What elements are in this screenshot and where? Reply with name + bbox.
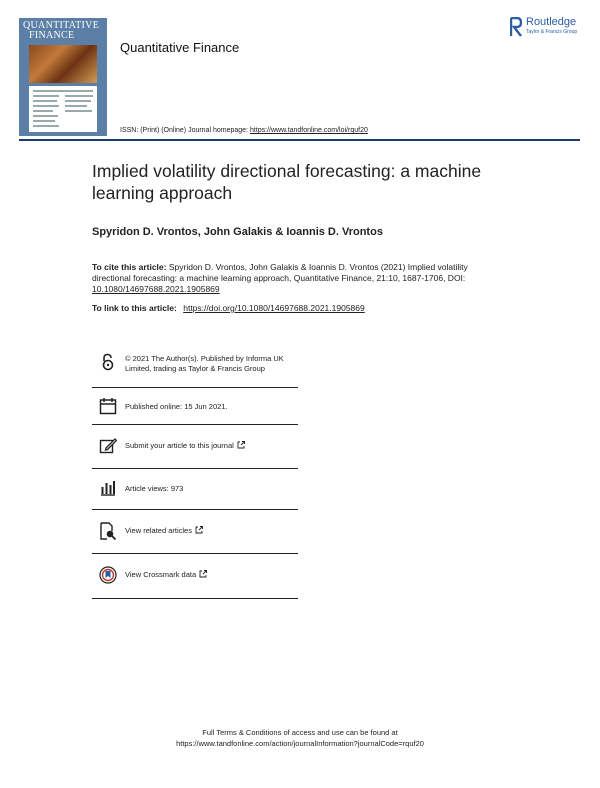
citation-block	[92, 262, 472, 295]
journal-cover-image	[19, 18, 107, 136]
link-label: To link to this article:	[92, 303, 177, 313]
submit-article-link[interactable]	[125, 441, 245, 451]
crossmark-link[interactable]	[125, 570, 207, 580]
related-articles-link[interactable]	[125, 526, 203, 536]
article-title: Implied volatility directional forecasting: a machine learning approach	[92, 161, 482, 203]
cite-label: To cite this article:	[92, 262, 167, 272]
related-articles-item[interactable]	[92, 510, 298, 554]
cover-title	[23, 21, 103, 41]
cover-title-line1: QUANTITATIVE	[23, 20, 100, 31]
crossmark-label[interactable]: View Crossmark data	[125, 570, 197, 579]
crossmark-icon	[99, 566, 117, 584]
terms-url[interactable]: https://www.tandfonline.com/action/journalInformation?journalCode=rquf20	[176, 739, 424, 748]
submit-article-label[interactable]: Submit your article to this journal	[125, 441, 234, 450]
journal-name: Quantitative Finance	[120, 40, 240, 55]
cite-text: Spyridon D. Vrontos, John Galakis & Ioannis D. Vrontos (2021) Implied volatility directional forecasting: a machine learning approach, Quantitative Finance, 21:10, 1687-1706, DOI:	[92, 262, 468, 283]
cover-artwork	[29, 45, 97, 83]
issn-label: ISSN: (Print) (Online) Journal homepage:	[120, 127, 248, 134]
cover-contents-panel	[29, 86, 97, 132]
open-access-text: © 2021 The Author(s). Published by Informa UK Limited, trading as Taylor & Francis Group	[125, 354, 284, 373]
open-access-lock-icon	[99, 353, 117, 371]
routledge-r-icon	[510, 17, 522, 37]
cite-doi-link[interactable]: 10.1080/14697688.2021.1905869	[92, 284, 220, 294]
journal-homepage-link[interactable]: https://www.tandfonline.com/loi/rquf20	[249, 127, 368, 134]
article-meta-list	[92, 342, 298, 599]
article-link-line	[92, 303, 365, 313]
edit-pencil-icon	[99, 437, 117, 455]
related-articles-label[interactable]: View related articles	[125, 526, 192, 535]
issn-line	[120, 127, 368, 134]
cover-title-line2: FINANCE	[29, 30, 75, 41]
article-authors: Spyridon D. Vrontos, John Galakis & Ioannis D. Vrontos	[92, 226, 383, 238]
published-date: Published online: 15 Jun 2021.	[125, 402, 228, 411]
external-link-icon	[199, 570, 207, 578]
published-item	[92, 388, 298, 425]
terms-footer	[0, 727, 600, 749]
external-link-icon	[237, 441, 245, 449]
terms-line: Full Terms & Conditions of access and use can be found at	[202, 728, 398, 737]
publisher-subtitle: Taylor & Francis Group	[526, 29, 578, 35]
publisher-logo	[510, 17, 590, 39]
crossmark-item[interactable]	[92, 554, 298, 599]
publisher-name: Routledge	[526, 16, 577, 28]
submit-article-item[interactable]	[92, 425, 298, 469]
document-search-icon	[99, 522, 117, 540]
article-views-count: Article views: 973	[125, 484, 184, 493]
external-link-icon	[195, 526, 203, 534]
article-views-item	[92, 469, 298, 510]
open-access-item	[92, 342, 298, 388]
bar-chart-icon	[99, 479, 117, 497]
calendar-icon	[99, 397, 117, 415]
article-doi-link[interactable]: https://doi.org/10.1080/14697688.2021.1905869	[183, 303, 365, 313]
header-divider	[19, 139, 580, 141]
